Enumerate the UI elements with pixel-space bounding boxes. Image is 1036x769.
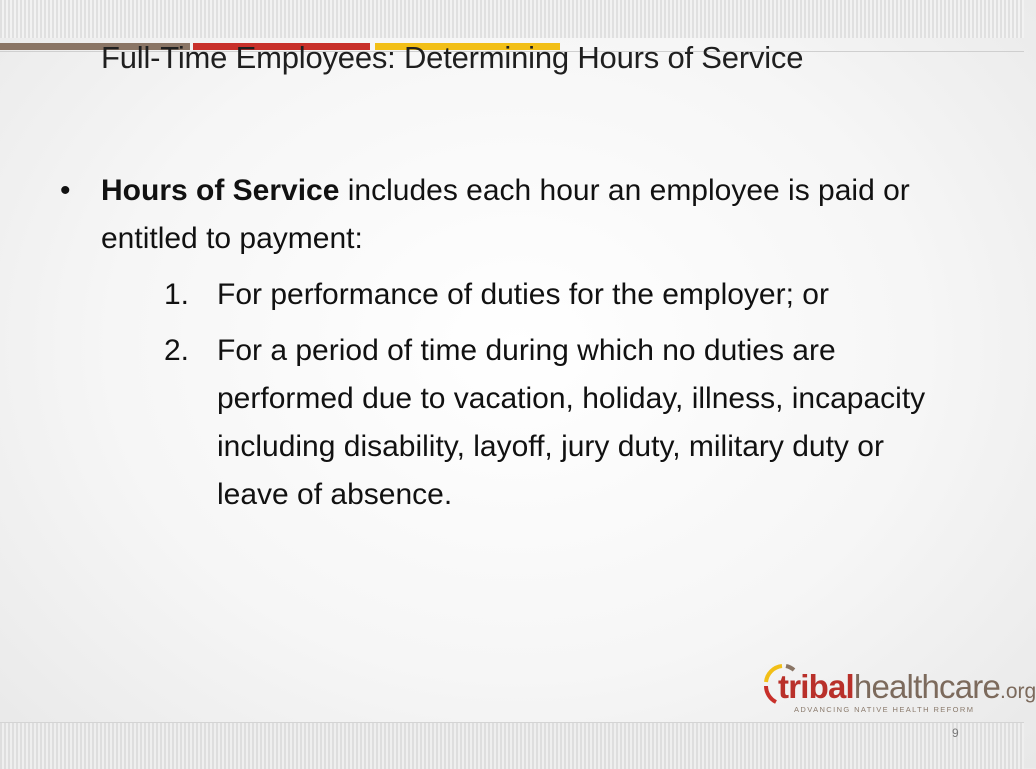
logo-wordmark (778, 668, 1036, 706)
logo-word-healthcare: healthcare (853, 668, 1000, 705)
logo-word-org: .org (1000, 680, 1036, 703)
slide-body (60, 167, 960, 519)
bullet-item (60, 167, 960, 263)
numbered-item-2 (60, 327, 937, 519)
bullet-term: Hours of Service (101, 174, 340, 207)
top-stripe-band (0, 0, 1024, 38)
slide-title: Full-Time Employees: Determining Hours of Service (101, 40, 804, 75)
bullet-text: includes each hour an employee is paid or entitled to payment: (101, 174, 910, 255)
numbered-item-1 (60, 271, 937, 319)
tribalhealthcare-logo (762, 660, 1036, 720)
slide-number: 9 (952, 726, 959, 740)
logo-word-tribal: tribal (778, 668, 854, 705)
bullet-icon: • (60, 174, 71, 207)
item-number: 1. (164, 278, 190, 311)
bottom-stripe-band (0, 722, 1024, 769)
item-number: 2. (164, 334, 190, 367)
item-text: For performance of duties for the employer; or (217, 278, 829, 311)
item-text: For a period of time during which no duties are performed due to vacation, holiday, illness, incapacity including disability, layoff, jury duty, military duty or leave of absence. (217, 334, 926, 511)
logo-tagline: ADVANCING NATIVE HEALTH REFORM (794, 705, 975, 714)
